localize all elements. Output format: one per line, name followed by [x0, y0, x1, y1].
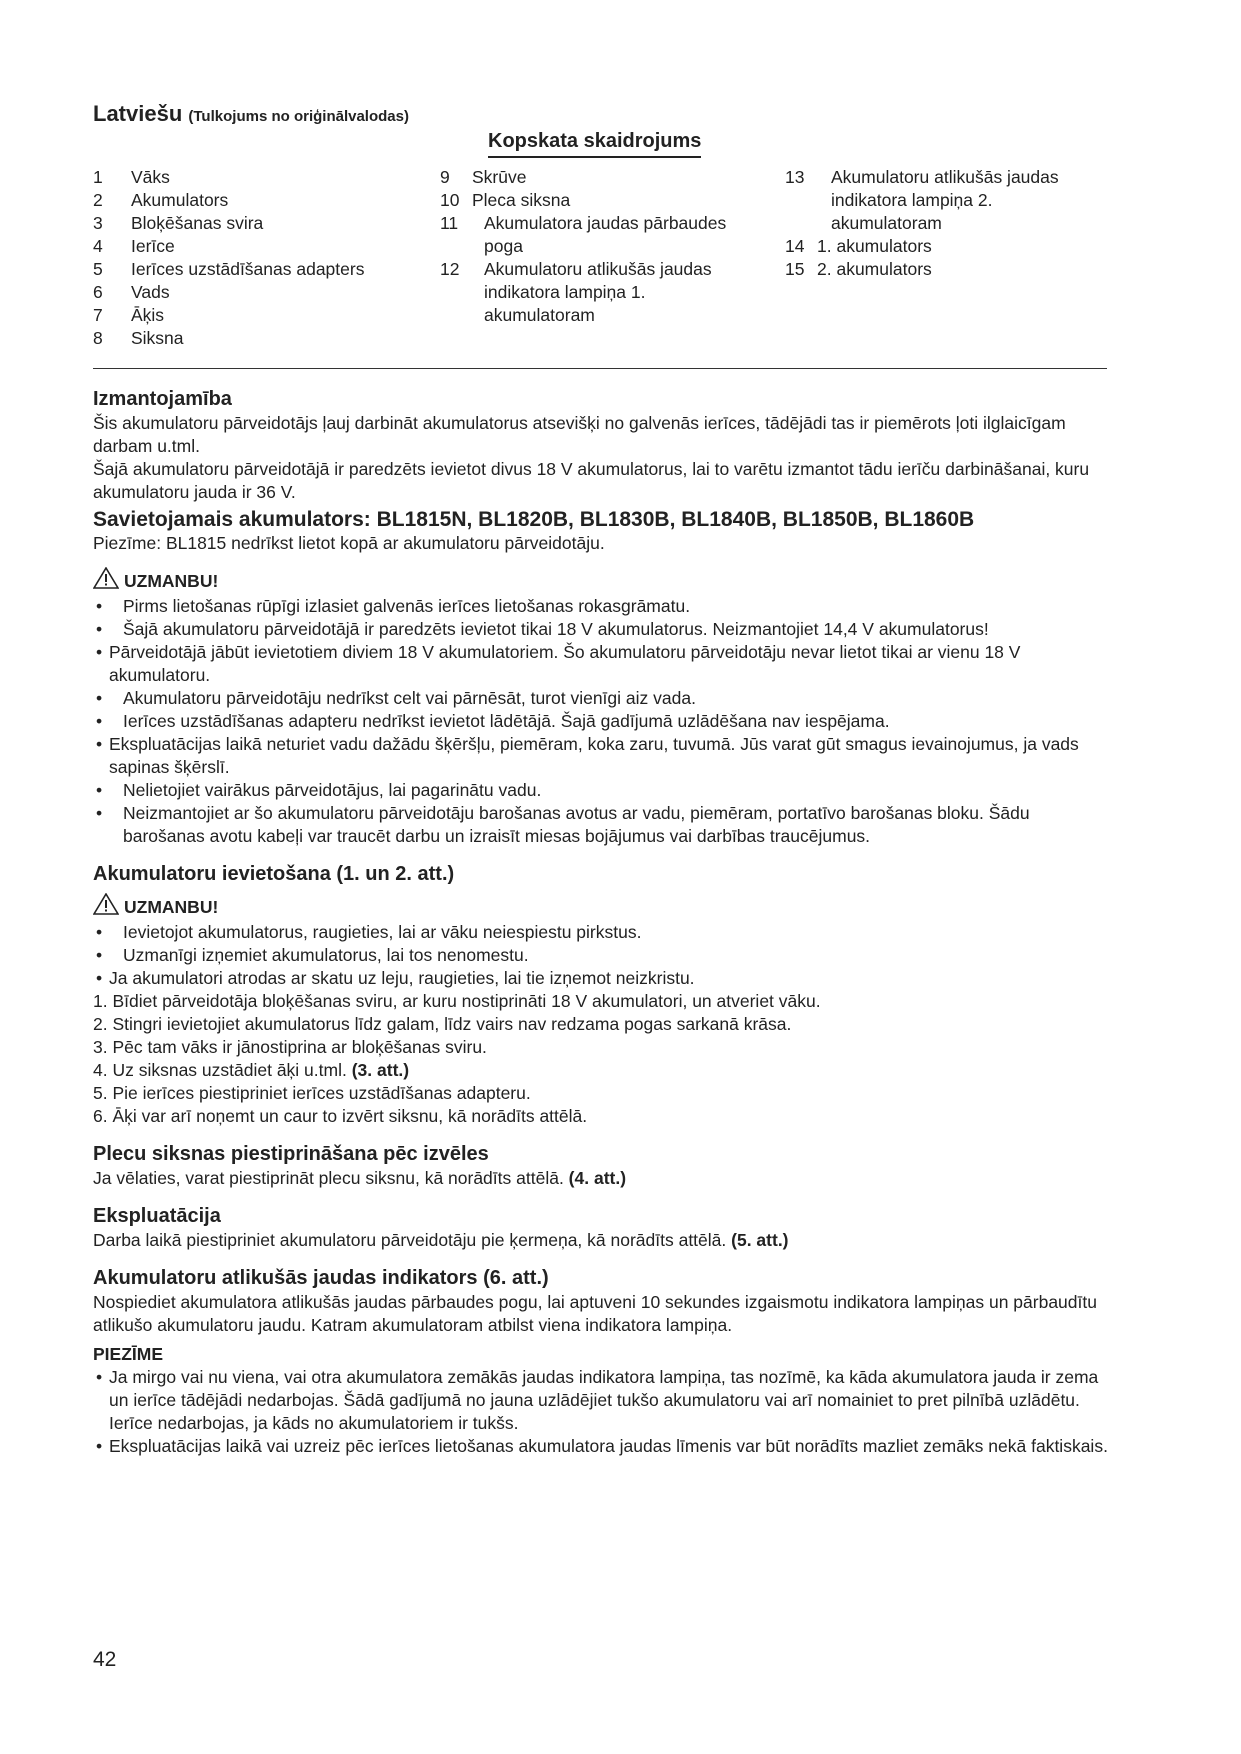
figure-ref: (5. att.)	[731, 1230, 789, 1250]
list-item: • Ja akumulatori atrodas ar skatu uz leju, raugieties, lai tie izņemot neizkristu.	[93, 967, 1109, 990]
list-item: • Pirms lietošanas rūpīgi izlasiet galvenās ierīces lietošanas rokasgrāmatu.	[93, 595, 1109, 618]
part-label: Ierīces uzstādīšanas adapters	[131, 259, 365, 279]
caution-text: UZMANBU!	[124, 896, 219, 917]
note-label: PIEZĪME	[93, 1344, 164, 1364]
part-item	[440, 189, 760, 212]
part-label: Skrūve	[472, 167, 527, 187]
part-label: Vāks	[131, 167, 170, 187]
part-item	[93, 189, 413, 212]
insertion-steps	[93, 990, 1109, 1128]
list-item: • Ievietojot akumulatorus, raugieties, lai ar vāku neiespiestu pirkstus.	[93, 921, 1109, 944]
usage-heading: Izmantojamība	[93, 388, 232, 410]
step-text: 1. Bīdiet pārveidotāja bloķēšanas sviru, ar kuru nostiprināti 18 V akumulatori, un atveriet vāku.	[93, 991, 821, 1011]
step-item	[93, 1036, 1109, 1059]
part-label: Akumulatoru atlikušās jaudas indikatora lampiņa 2. akumulatoram	[831, 167, 1059, 233]
part-label: Vads	[131, 282, 170, 302]
part-number: 2	[93, 190, 103, 210]
warning-triangle-icon	[93, 893, 124, 921]
part-item	[93, 235, 413, 258]
part-number: 1	[93, 167, 103, 187]
language-subtitle: (Tulkojums no oriģinālvalodas)	[188, 108, 409, 125]
list-item: • Nelietojiet vairākus pārveidotājus, lai pagarinātu vadu.	[93, 779, 1109, 802]
note-list	[93, 1366, 1109, 1458]
part-number: 5	[93, 259, 103, 279]
part-label: 2. akumulators	[817, 259, 932, 279]
part-label: Akumulatora jaudas pārbaudes poga	[484, 213, 727, 256]
part-number: 15	[785, 259, 805, 279]
step-text: 3. Pēc tam vāks ir jānostiprina ar bloķēšanas sviru.	[93, 1037, 487, 1057]
part-item	[785, 258, 1105, 281]
operation-heading: Ekspluatācija	[93, 1205, 221, 1227]
part-number: 7	[93, 305, 103, 325]
insertion-caution-list	[93, 921, 1109, 990]
part-number: 11	[440, 213, 459, 233]
part-item	[93, 327, 413, 350]
paragraph-text: Ja vēlaties, varat piestiprināt plecu siksnu, kā norādīts attēlā.	[93, 1168, 569, 1188]
overview-title: Kopskata skaidrojums	[488, 130, 701, 158]
part-item	[440, 166, 760, 189]
part-number: 9	[440, 167, 450, 187]
part-item	[440, 212, 760, 258]
compatible-batteries-heading: Savietojamais akumulators: BL1815N, BL1820B, BL1830B, BL1840B, BL1850B, BL1860B	[93, 508, 975, 531]
step-text: 6. Āķi var arī noņemt un caur to izvērt siksnu, kā norādīts attēlā.	[93, 1106, 588, 1126]
step-item	[93, 1013, 1109, 1036]
part-label: Akumulatoru atlikušās jaudas indikatora lampiņa 1. akumulatoram	[484, 259, 712, 325]
part-label: Akumulators	[131, 190, 229, 210]
part-item	[93, 212, 413, 235]
list-item: • Pārveidotājā jābūt ievietotiem diviem 18 V akumulatoriem. Šo akumulatoru pārveidotāju nevar lietot tikai ar vienu 18 V akumulatoru.	[93, 641, 1109, 687]
step-item	[93, 990, 1109, 1013]
usage-paragraph-2: Šajā akumulatoru pārveidotājā ir paredzēts ievietot divus 18 V akumulatorus, lai to varētu izmantot tādu ierīču darbināšanai, kuru akumulatoru jauda ir 36 V.	[93, 459, 1090, 502]
step-item	[93, 1105, 1109, 1128]
part-label: Bloķēšanas svira	[131, 213, 264, 233]
language-title: Latviešu	[93, 101, 183, 126]
section-divider	[93, 368, 1107, 369]
part-item	[93, 304, 413, 327]
warning-triangle-icon	[93, 567, 124, 595]
part-number: 10	[440, 190, 460, 210]
part-number: 6	[93, 282, 103, 302]
figure-ref: (4. att.)	[568, 1168, 627, 1188]
part-label: Ierīce	[131, 236, 175, 256]
part-number: 14	[785, 236, 805, 256]
paragraph-text: Darba laikā piestipriniet akumulatoru pārveidotāju pie ķermeņa, kā norādīts attēlā.	[93, 1230, 732, 1250]
list-item: • Neizmantojiet ar šo akumulatoru pārveidotāju barošanas avotus ar vadu, piemēram, portatīvo barošanas bloku. Šādu barošanas avotu kabeļi var traucēt darbu un izraisīt miesas bojājumus vai darbības traucējumus.	[93, 802, 1109, 848]
part-label: Pleca siksna	[472, 190, 571, 210]
insertion-heading: Akumulatoru ievietošana (1. un 2. att.)	[93, 863, 455, 885]
list-item: • Šajā akumulatoru pārveidotājā ir paredzēts ievietot tikai 18 V akumulatorus. Neizmantojiet 14,4 V akumulatorus!	[93, 618, 1109, 641]
indicator-text: Nospiediet akumulatora atlikušās jaudas pārbaudes pogu, lai aptuveni 10 sekundes izgaismotu indikatora lampiņas un pārbaudītu atlikušo akumulatoru jaudu. Katram akumulatoram atbilst viena indikatora lampiņa.	[93, 1292, 1097, 1335]
part-number: 12	[440, 259, 460, 279]
part-number: 3	[93, 213, 103, 233]
part-number: 4	[93, 236, 103, 256]
main-content	[93, 387, 1109, 1458]
part-item	[93, 166, 413, 189]
caution-label	[93, 567, 1109, 595]
part-item	[440, 258, 760, 327]
indicator-heading: Akumulatoru atlikušās jaudas indikators (6. att.)	[93, 1267, 549, 1289]
part-item	[93, 258, 413, 281]
language-heading	[93, 101, 409, 127]
part-item	[93, 281, 413, 304]
part-number: 8	[93, 328, 103, 348]
part-label: Āķis	[131, 305, 165, 325]
page-number: 42	[93, 1648, 117, 1671]
figure-ref: (3. att.)	[351, 1060, 410, 1080]
step-text: 5. Pie ierīces piestipriniet ierīces uzstādīšanas adapteru.	[93, 1083, 531, 1103]
shoulder-strap-heading: Plecu siksnas piestiprināšana pēc izvēles	[93, 1143, 489, 1165]
caution-label	[93, 893, 1109, 921]
part-item	[785, 166, 1105, 235]
parts-column-3	[785, 166, 1105, 281]
list-item: • Ekspluatācijas laikā vai uzreiz pēc ierīces lietošanas akumulatora jaudas līmenis var būt norādīts mazliet zemāks nekā faktiskais.	[93, 1435, 1109, 1458]
part-number: 13	[785, 167, 805, 187]
list-item: • Ja mirgo vai nu viena, vai otra akumulatora zemākās jaudas indikatora lampiņa, tas nozīmē, ka kāda akumulatora jauda ir zema un ierīce tādējādi nedarbojas. Šādā gadījumā no jauna uzlādējiet tukšo akumulatoru vai arī nomainiet to pret pilnībā uzlādētu. Ierīce nedarbojas, ja kāds no akumulatoriem ir tukšs.	[93, 1366, 1109, 1435]
parts-column-1	[93, 166, 413, 350]
caution-list	[93, 595, 1109, 848]
step-text: 4. Uz siksnas uzstādiet āķi u.tml.	[93, 1060, 352, 1080]
list-item: • Uzmanīgi izņemiet akumulatorus, lai tos nenomestu.	[93, 944, 1109, 967]
list-item: • Ekspluatācijas laikā neturiet vadu dažādu šķēršļu, piemēram, koka zaru, tuvumā. Jūs varat gūt smagus ievainojumus, ja vads sapinas šķērslī.	[93, 733, 1109, 779]
step-item	[93, 1059, 1109, 1082]
part-item	[785, 235, 1105, 258]
step-item	[93, 1082, 1109, 1105]
compatible-note: Piezīme: BL1815 nedrīkst lietot kopā ar akumulatoru pārveidotāju.	[93, 533, 605, 553]
list-item: • Ierīces uzstādīšanas adapteru nedrīkst ievietot lādētājā. Šajā gadījumā uzlādēšana nav iespējama.	[93, 710, 1109, 733]
caution-text: UZMANBU!	[124, 570, 219, 591]
usage-paragraph-1: Šis akumulatoru pārveidotājs ļauj darbināt akumulatorus atsevišķi no galvenās ierīces, tādējādi tas ir piemērots ļoti ilglaicīgam darbam u.tml.	[93, 413, 1066, 456]
operation-text	[93, 1229, 1109, 1252]
shoulder-strap-text	[93, 1167, 1109, 1190]
part-label: 1. akumulators	[817, 236, 932, 256]
step-text: 2. Stingri ievietojiet akumulatorus līdz galam, līdz vairs nav redzama pogas sarkanā krāsa.	[93, 1014, 792, 1034]
parts-column-2	[440, 166, 760, 327]
part-label: Siksna	[131, 328, 184, 348]
list-item: • Akumulatoru pārveidotāju nedrīkst celt vai pārnēsāt, turot vienīgi aiz vada.	[93, 687, 1109, 710]
